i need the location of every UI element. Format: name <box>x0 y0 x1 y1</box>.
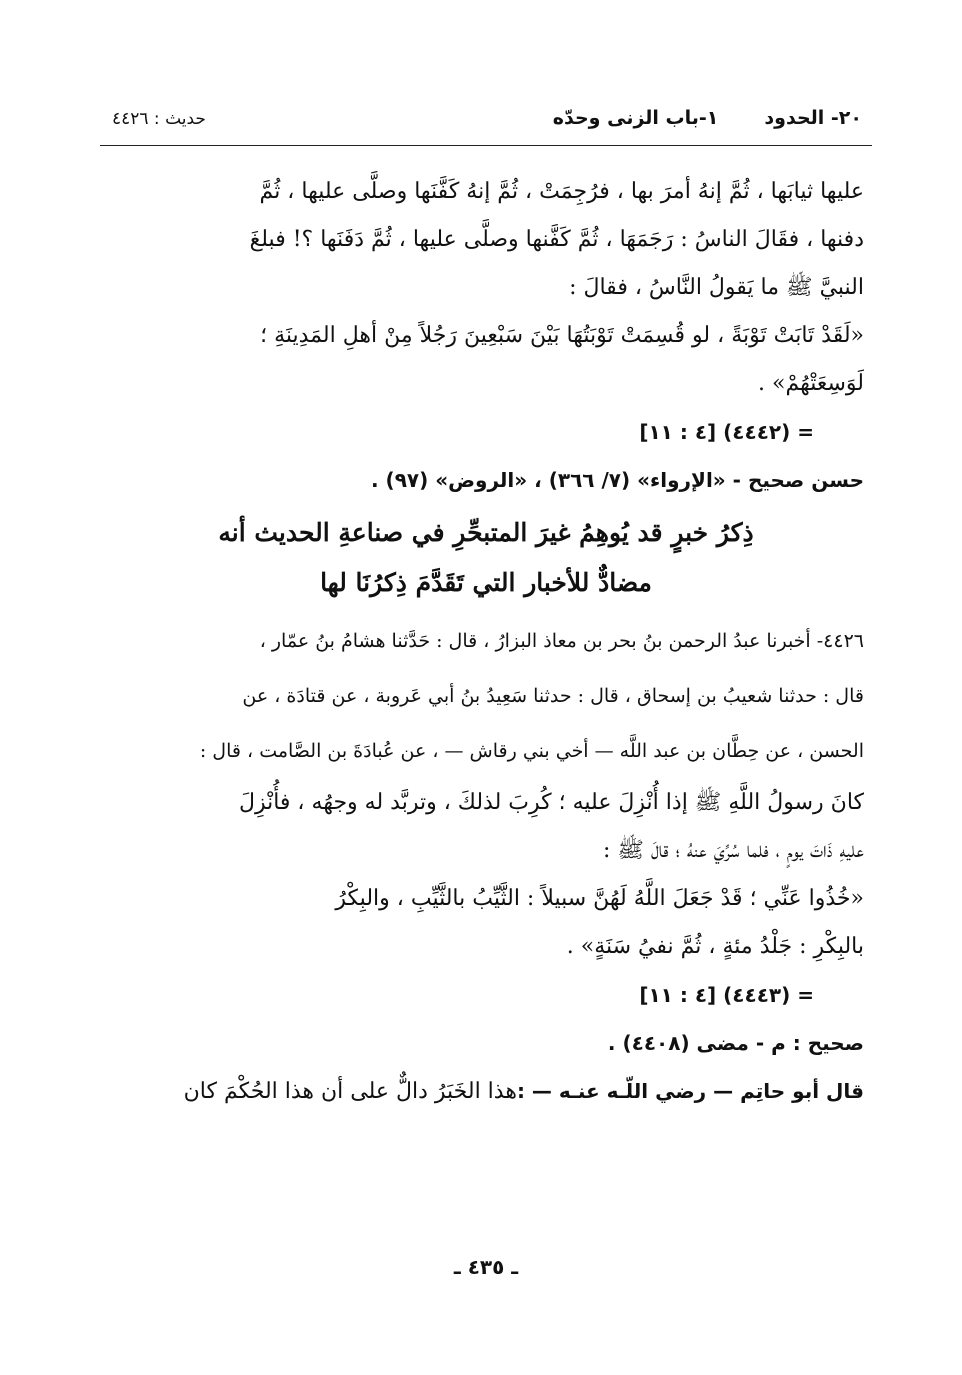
text-line: عليها ثيابَها ، ثُمَّ إنهُ أمرَ بها ، فرُجِمَتْ ، ثُمَّ إنهُ كَفَّنَها وصلَّى عليها ، ثُمَّ <box>259 179 864 204</box>
section-title: ١-باب الزنى وحدّه <box>552 107 719 129</box>
text-line: كانَ رسولُ اللَّهِ ﷺ إذا أُنْزِلَ عليه ؛ كُرِبَ لذلكَ ، وتربَّد له وجهُه ، فأُنْزِلَ <box>238 790 864 815</box>
text-line: بالبِكْرِ : جَلْدُ مئةٍ ، ثُمَّ نفيُ سَنَةٍ» . <box>566 934 864 959</box>
text-line: النبيَّ ﷺ ما يَقولُ النَّاسُ ، فقالَ : <box>569 275 864 300</box>
cross-reference: = (٤٤٤٢) [٤ : ١١] <box>639 420 814 444</box>
book-page <box>100 0 872 1375</box>
final-text: هذا الخَبَرُ دالٌّ على أن هذا الحُكْمَ كان <box>183 1079 517 1104</box>
chapter-title: ٢٠- الحدود <box>764 107 862 129</box>
final-line <box>108 1067 864 1116</box>
running-header <box>100 103 872 137</box>
text-line: دفنها ، فقَالَ الناسُ : رَجَمَهَا ، ثُمَّ كَفَّنها وصلَّى عليها ، ثُمَّ دَفَنَها ؟! فبلغَ <box>249 227 864 252</box>
text-line: لَوَسِعَتْهُمْ» . <box>758 371 864 396</box>
grading-note: صحيح : م - مضى (٤٤٠٨) . <box>607 1031 864 1055</box>
heading-line: ذِكرُ خبرٍ قد يُوهِمُ غيرَ المتبحِّرِ في صناعةِ الحديث أنه <box>218 518 754 547</box>
heading-line: مضادٌّ للأخبار التي تَقَدَّمَ ذِكرُنَا لها <box>320 568 652 597</box>
cross-reference: = (٤٤٤٣) [٤ : ١١] <box>639 983 814 1007</box>
chapter-heading <box>108 508 864 608</box>
speaker-label: قال أبو حاتِم — رضي اللّـه عنـه — : <box>516 1079 864 1103</box>
header-divider <box>100 145 872 146</box>
header-chapter-section <box>553 107 862 129</box>
main-text <box>108 168 864 1116</box>
narration-line: الحسن ، عن حِطَّان بن عبد اللَّه — أخي بني رقاش — ، عن عُبادَةَ بن الصَّامت ، قال : <box>199 740 864 762</box>
hadith-number-label: حديث : ٤٤٢٦ <box>112 109 206 129</box>
page-number: ـ ٤٣٥ ـ <box>453 1255 519 1279</box>
narration-line: ٤٤٢٦- أخبرنا عبدُ الرحمن بنُ بحر بن معاذ البزارُ ، قال : حَدَّثنا هشامُ بنُ عمّار ، <box>259 630 864 652</box>
grading-note: حسن صحيح - «الإرواء» (٧/ ٣٦٦) ، «الروض» (٩٧) . <box>371 468 864 492</box>
text-line: «لَقَدْ تَابَتْ تَوْبَةً ، لو قُسِمَتْ تَوْبَتُهَا بَيْنَ سَبْعِينَ رَجُلاً مِنْ أهلِ المَدِينَةِ ؛ <box>260 323 864 348</box>
narration-line: قال : حدثنا شعيبُ بن إسحاق ، قال : حدثنا سَعِيدُ بنُ أبي عَروبة ، عن قتادَة ، عن <box>242 685 864 707</box>
text-line: عليهِ ذَاتَ يومٍ ، فلما سُرِّيَ عنهُ ؛ قالَ ﷺ : <box>603 838 864 863</box>
text-line: «خُذُوا عَنِّي ؛ قَدْ جَعَلَ اللَّهُ لَهُنَّ سبيلاً : الثَّيِّبُ بالثَّيِّبِ ، والبِكْرُ <box>335 886 864 911</box>
